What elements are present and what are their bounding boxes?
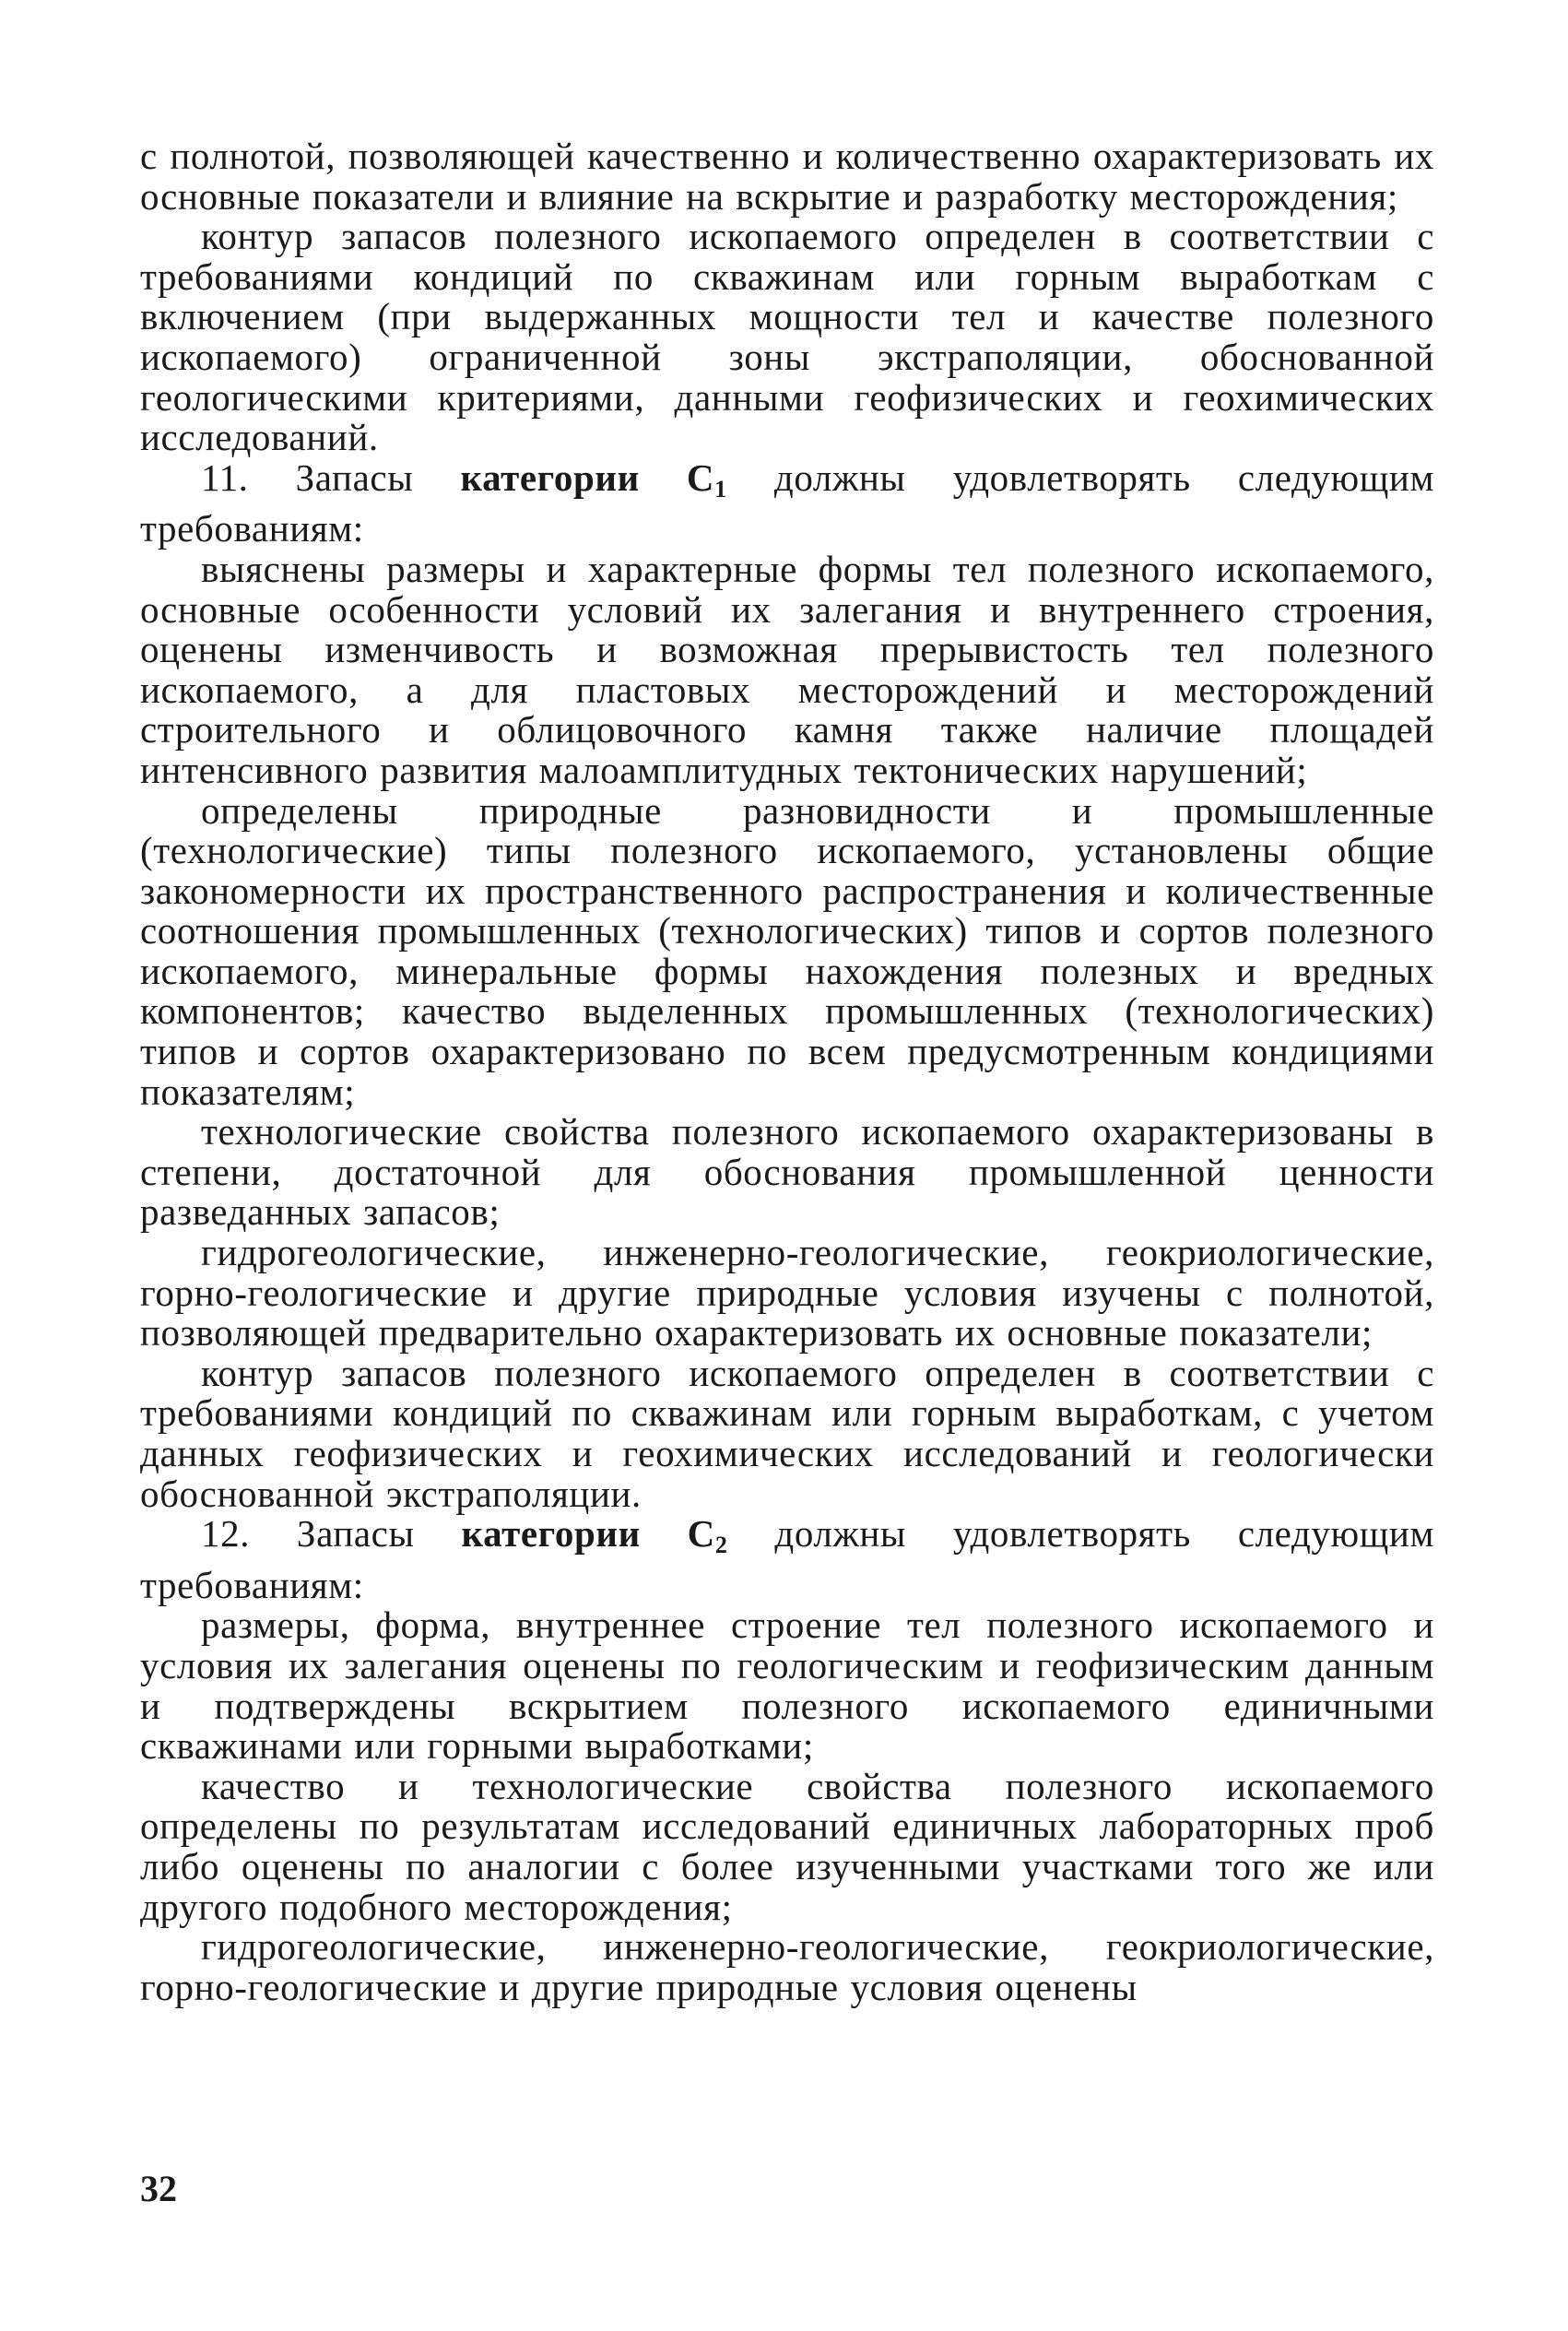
paragraph-technological: технологические свойства полезного ископаемого охарактеризованы в степени, достаточной для обоснования промышленной ценности разведанных запасов; [140, 1110, 1434, 1234]
paragraph-quality: качество и технологические свойства полезного ископаемого определены по результатам исследований единичных лабораторных проб либо оценены по аналогии с более изученными участками того же или другого подобного месторождения; [140, 1764, 1434, 1928]
page-number: 32 [140, 2168, 177, 2209]
category-subscript: 2 [714, 1532, 728, 1559]
paragraph-hydrogeological: гидрогеологические, инженерно-геологические, геокриологические, горно-геологические и другие природные условия изучены с полнотой, позволяющей предварительно охарактеризовать их основные показатели; [140, 1231, 1434, 1355]
category-label: категории С [461, 1512, 715, 1556]
paragraph-continuation: с полнотой, позволяющей качественно и количественно охарактеризовать их основные показатели и влияние на вскрытие и разработку месторождения; [140, 135, 1434, 218]
paragraph-contour-c1-context: контур запасов полезного ископаемого определен в соответствии с требованиями кондиций по скважинам или горным выработкам с включением (при выдержанных мощности тел и качестве полезного ископаемого) ограниченной зоны экстраполяции, обоснованной геологическими критериями, данными геофизических и геохимических исследований. [140, 215, 1434, 459]
paragraph-shapes: выяснены размеры и характерные формы тел полезного ископаемого, основные особенности условий их залегания и внутреннего строения, оценены изменчивость и возможная прерывистость тел полезного ископаемого, а для пластовых месторождений и месторождений строительного и облицовочного камня также наличие площадей интенсивного развития малоамплитудных тектонических нарушений; [140, 547, 1434, 791]
document-body [140, 136, 1434, 2007]
section-rest: должны удовлетворять следующим требованиям: [140, 1512, 1434, 1606]
paragraph-hydrogeological-c2: гидрогеологические, инженерно-геологические, геокриологические, горно-геологические и другие природные условия оценены [140, 1925, 1434, 2008]
section-number: 11. [201, 456, 249, 499]
section-rest: должны удовлетворять следующим требованиям: [140, 456, 1435, 550]
category-subscript: 1 [714, 475, 727, 503]
paragraph-varieties: определены природные разновидности и промышленные (технологические) типы полезного ископаемого, установлены общие закономерности их пространственного распространения и количественные соотношения промышленных (технологических) типов и сортов полезного ископаемого, минеральные формы нахождения полезных и вредных компонентов; качество выделенных промышленных (технологических) типов и сортов охарактеризовано по всем предусмотренным кондициями показателям; [140, 788, 1434, 1113]
section-12-heading [140, 1514, 1434, 1605]
paragraph-sizes: размеры, форма, внутреннее строение тел полезного ископаемого и условия их залегания оценены по геологическим и геофизическим данным и подтверждены вскрытием полезного ископаемого единичными скважинами или горными выработками; [140, 1603, 1434, 1768]
section-lead: Запасы [250, 1512, 462, 1556]
section-lead: Запасы [248, 456, 461, 499]
section-number: 12. [201, 1512, 251, 1556]
section-11-heading [140, 458, 1434, 550]
category-label: категории С [460, 456, 715, 499]
paragraph-contour: контур запасов полезного ископаемого определен в соответствии с требованиями кондиций по скважинам или горным выработкам, с учетом данных геофизических и геохимических исследований и геологически обоснованной экстраполяции. [140, 1351, 1434, 1515]
